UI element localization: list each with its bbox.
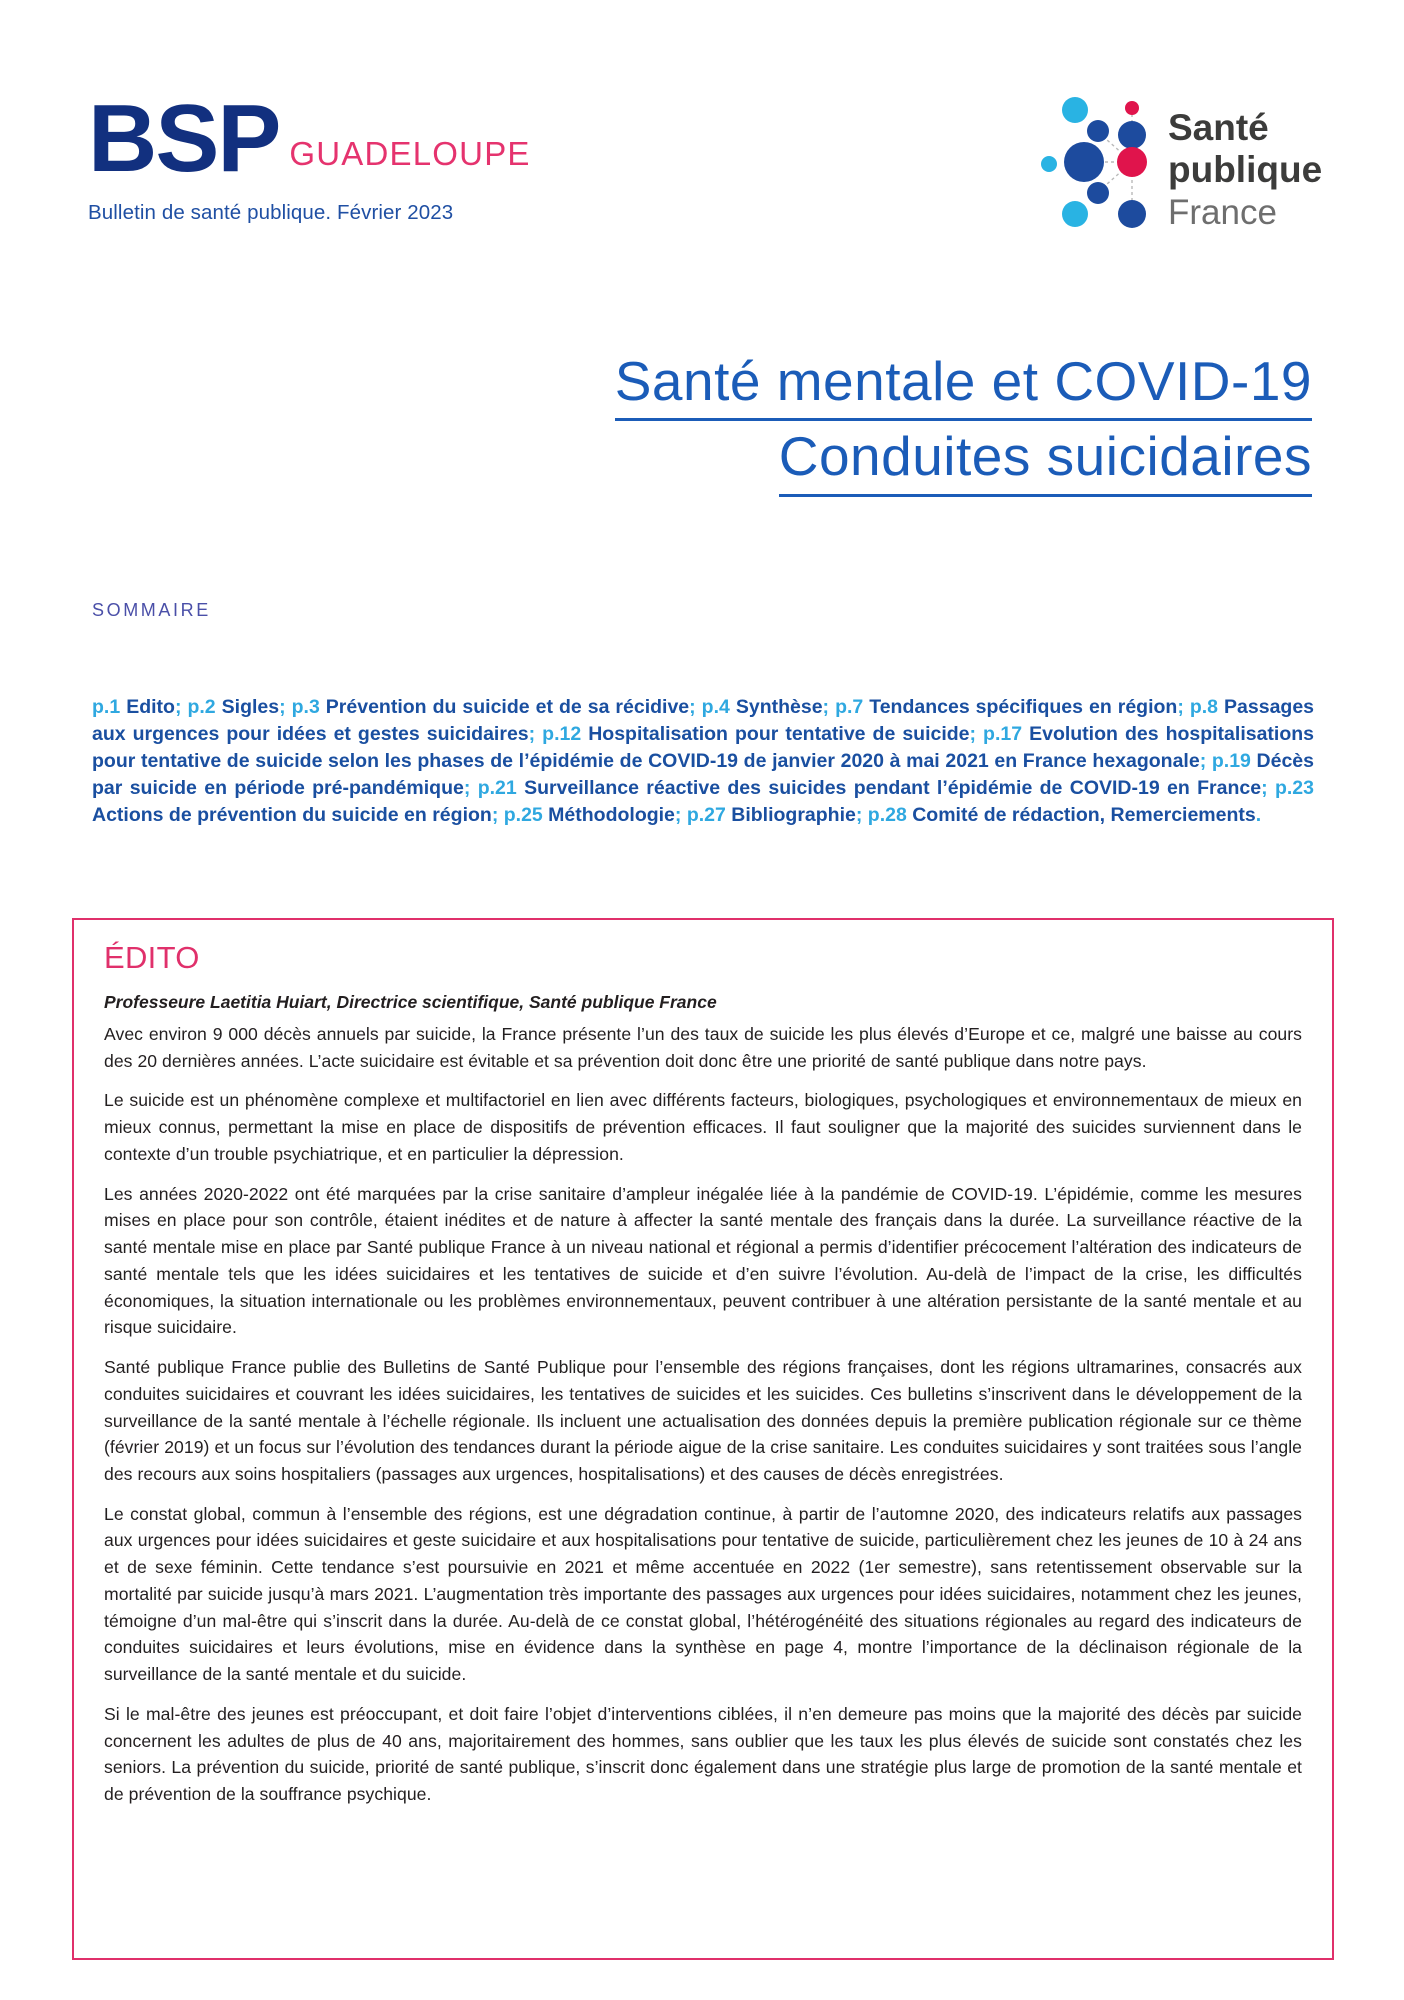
toc-page-number[interactable]: p.23 bbox=[1274, 776, 1314, 799]
edito-paragraph: Les années 2020-2022 ont été marquées par la crise sanitaire d’ampleur inégalée liée à la pandémie de COVID-19. L’épidémie, comme les mesures mises en place pour son contrôle, étaient inédites et de nature à affecter la santé mentale des français dans la durée. La surveillance réactive de la santé mentale mise en place par Santé publique France à un niveau national et régional a permis d’identifier précocement l’altération des indicateurs de santé mentale tels que les idées suicidaires et les tentatives de suicide et d’en suivre l’évolution. Au-delà de l’impact de la crise, les difficultés économiques, la situation internationale ou les problèmes environnementaux, peuvent contribuer à une altération persistante de la santé mentale et au risque suicidaire. bbox=[104, 1183, 1302, 1338]
toc-entry-label[interactable]: Sigles bbox=[221, 696, 280, 718]
toc-separator: ; bbox=[528, 722, 543, 745]
title-line-1: Santé mentale et COVID-19 bbox=[615, 346, 1312, 421]
toc-entry-label[interactable]: Prévention du suicide et de sa récidive bbox=[325, 696, 690, 718]
toc-separator: ; bbox=[279, 696, 292, 718]
toc-page-number[interactable]: p.12 bbox=[542, 722, 589, 745]
toc-entry-label[interactable]: Décès par suicide en période pré-pandémique bbox=[92, 749, 1314, 799]
toc-page-number[interactable]: p.7 bbox=[835, 696, 870, 718]
toc-page-number[interactable]: p.28 bbox=[867, 803, 913, 826]
logo-dot-darkblue-left bbox=[1064, 142, 1104, 182]
toc-entry-label[interactable]: Bibliographie bbox=[731, 803, 856, 826]
edito-box bbox=[72, 918, 1334, 1960]
toc-page-number[interactable]: p.1 bbox=[92, 696, 127, 718]
logo-dot-lightblue-topleft bbox=[1062, 97, 1088, 123]
logo-dot-lightblue-bottomleft bbox=[1062, 201, 1088, 227]
toc-page-number[interactable]: p.19 bbox=[1211, 749, 1257, 772]
logo-dot-crimson-top bbox=[1125, 101, 1139, 115]
edito-paragraph: Le suicide est un phénomène complexe et multifactoriel en lien avec différents facteurs, biologiques, psychologiques et environnementaux de mieux en mieux connus, permettant la mise en place de dispositifs de prévention efficaces. Il faut souligner que la majorité des suicides surviennent dans le contexte d’un trouble psychiatrique, et en particulier la dépression. bbox=[104, 1090, 1302, 1164]
edito-paragraph: Le constat global, commun à l’ensemble des régions, est une dégradation continue, à partir de l’automne 2020, des indicateurs relatifs aux passages aux urgences pour idées suicidaires et geste suicidaire et aux hospitalisations pour tentative de suicide, particulièrement chez les jeunes de 10 à 24 ans et de sexe féminin. Cette tendance s’est poursuivie en 2021 et même accentuée en 2022 (1er semestre), sans retentissement observable sur la mortalité par suicide jusqu’à mars 2021. L’augmentation très importante des passages aux urgences pour idées suicidaires, notamment chez les jeunes, témoigne d’un mal-être qui s’inscrit dans la durée. Au-delà de ce constat global, l’hétérogénéité des situations régionales au regard des indicateurs de conduites suicidaires et leurs évolutions, mise en évidence dans la synthèse en page 4, montre l’importance de la déclinaison régionale de la surveillance de la santé mentale et du suicide. bbox=[104, 1503, 1302, 1685]
bulletin-subtitle: Bulletin de santé publique. Février 2023 bbox=[88, 201, 454, 225]
sommaire-heading: SOMMAIRE bbox=[92, 600, 211, 620]
logo-text-publique: publique bbox=[1168, 149, 1323, 190]
toc-entry-label[interactable]: Méthodologie bbox=[548, 803, 675, 826]
toc-page-number[interactable]: p.27 bbox=[686, 803, 732, 826]
toc-separator: ; bbox=[969, 722, 984, 745]
document-title bbox=[0, 346, 1312, 497]
edito-paragraph: Santé publique France publie des Bulletins de Santé Publique pour l’ensemble des régions françaises, dont les régions ultramarines, consacrés aux conduites suicidaires et couvrant les idées suicidaires, les tentatives de suicides et les suicides. Ces bulletins s’inscrivent dans le développement de la surveillance de la santé mentale à l’échelle régionale. Ils incluent une actualisation des données depuis la première publication régionale sur ce thème (février 2019) et un focus sur l’évolution des tendances durant la période aigue de la crise sanitaire. Les conduites suicidaires y sont traitées sous l’angle des recours aux soins hospitaliers (passages aux urgences, hospitalisations) et des causes de décès enregistrées. bbox=[104, 1357, 1302, 1485]
logo-dot-lightblue-farleft bbox=[1041, 156, 1057, 172]
spf-logo-svg bbox=[1028, 88, 1328, 233]
toc-entry-label[interactable]: Evolution des hospitalisations pour tentative de suicide selon les phases de l’épidémie de COVID-19 de janvier 2020 à mai 2021 en France hexagonale bbox=[92, 722, 1315, 772]
title-line-2: Conduites suicidaires bbox=[779, 421, 1312, 496]
toc-separator: ; bbox=[822, 696, 836, 718]
edito-paragraph: Si le mal-être des jeunes est préoccupant, et doit faire l’objet d’interventions ciblées, il n’en demeure pas moins que la majorité des décès par suicide concernent les adultes de plus de 40 ans, majoritairement des hommes, sans oublier que les taux les plus élevés de suicide sont constatés chez les seniors. La prévention du suicide, priorité de santé publique, s’inscrit donc également dans une stratégie plus large de promotion de la santé mentale et de prévention de la souffrance psychique. bbox=[104, 1703, 1302, 1805]
document-header bbox=[0, 0, 1404, 270]
toc-entry-label[interactable]: Passages aux urgences pour idées et gestes suicidaires bbox=[92, 696, 1315, 745]
edito-paragraph: Avec environ 9 000 décès annuels par suicide, la France présente l’un des taux de suicide les plus élevés d’Europe et ce, malgré une baisse au cours des 20 dernières années. L’acte suicidaire est évitable et sa prévention doit donc être une priorité de santé publique dans notre pays. bbox=[104, 1024, 1302, 1071]
toc-entry-label[interactable]: Synthèse bbox=[735, 696, 823, 718]
logo-dot-crimson-center bbox=[1117, 147, 1147, 177]
toc-separator: . bbox=[1255, 803, 1262, 826]
toc-separator: ; bbox=[689, 696, 702, 718]
sante-publique-france-logo bbox=[1028, 88, 1328, 233]
bsp-region-label: GUADELOUPE bbox=[289, 135, 531, 173]
toc-page-number[interactable]: p.2 bbox=[187, 696, 222, 718]
toc-entry-label[interactable]: Tendances spécifiques en région bbox=[869, 696, 1178, 718]
toc-separator: ; bbox=[674, 803, 687, 826]
edito-heading: ÉDITO bbox=[104, 940, 200, 975]
toc-page-number[interactable]: p.3 bbox=[291, 696, 326, 718]
toc-separator: ; bbox=[174, 696, 188, 718]
toc-page-number[interactable]: p.21 bbox=[477, 776, 525, 799]
toc-entry-label[interactable]: Surveillance réactive des suicides pendant l’épidémie de COVID-19 en France bbox=[524, 776, 1262, 799]
logo-text-sante: Santé bbox=[1168, 107, 1269, 148]
toc-page-number[interactable]: p.4 bbox=[701, 696, 736, 718]
toc-separator: ; bbox=[463, 776, 478, 799]
toc-page-number[interactable]: p.25 bbox=[503, 803, 549, 826]
logo-dot-darkblue-downleft bbox=[1087, 182, 1109, 204]
logo-dot-darkblue-upleft bbox=[1087, 120, 1109, 142]
toc-page-number[interactable]: p.8 bbox=[1189, 696, 1225, 718]
toc-separator: ; bbox=[855, 803, 868, 826]
logo-text-france: France bbox=[1168, 193, 1277, 232]
page-title bbox=[0, 346, 1404, 497]
toc-separator: ; bbox=[491, 803, 504, 826]
toc-entry-label[interactable]: Actions de prévention du suicide en région bbox=[92, 803, 492, 826]
toc-separator: ; bbox=[1199, 749, 1212, 772]
bsp-branding bbox=[88, 85, 728, 225]
logo-dot-darkblue-bottom bbox=[1118, 200, 1146, 228]
toc-entry-label[interactable]: Hospitalisation pour tentative de suicide bbox=[588, 722, 970, 745]
edito-byline: Professeure Laetitia Huiart, Directrice scientifique, Santé publique France bbox=[104, 992, 717, 1012]
logo-dot-darkblue-upper bbox=[1118, 121, 1146, 149]
toc-separator: ; bbox=[1261, 776, 1275, 799]
toc-page-number[interactable]: p.17 bbox=[983, 722, 1030, 745]
bsp-wordmark: BSP bbox=[88, 85, 280, 192]
bsp-logo-row bbox=[88, 85, 728, 192]
toc-entry-label[interactable]: Edito bbox=[126, 696, 175, 718]
table-of-contents bbox=[92, 694, 1314, 829]
toc-entry-label[interactable]: Comité de rédaction, Remerciements bbox=[912, 803, 1256, 826]
toc-separator: ; bbox=[1177, 696, 1190, 718]
edito-body bbox=[104, 1021, 1302, 1808]
